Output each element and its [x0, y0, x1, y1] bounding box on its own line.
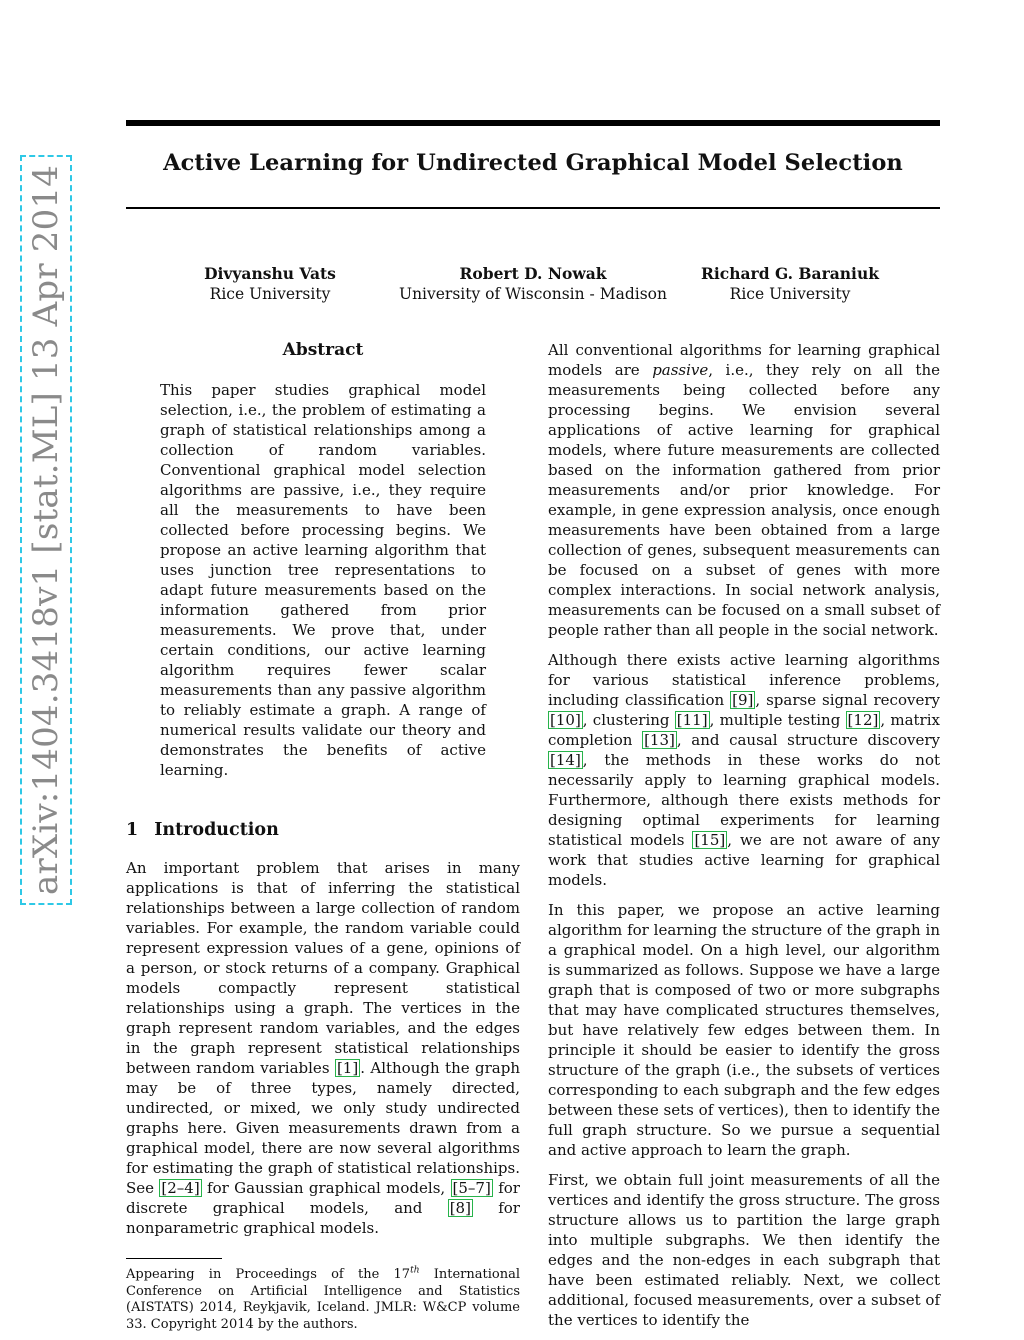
text-run: for Gaussian graphical models, — [207, 1179, 446, 1197]
arxiv-identifier-link[interactable]: arXiv:1404.3418v1 [stat.ML] 13 Apr 2014 — [20, 155, 72, 905]
text-run: International Conference on Artificial Intelligence and Statistics (AISTATS) 2014, Reykjavik, Iceland. JMLR: W&CP volume 33. Copyright 2014 by the authors. — [126, 1267, 520, 1332]
citation-link[interactable]: [14] — [550, 751, 581, 769]
text-run: , clustering — [582, 711, 670, 729]
citation-link[interactable]: [15] — [694, 831, 726, 849]
title-rule-bottom — [126, 207, 940, 209]
body-paragraph: First, we obtain full joint measurements of all the vertices and identify the gross structure. The gross structure allows us to partition the large graph into multiple subgraphs. We then identify the edges and the non-edges in each subgraph that have been estimated reliably. Next, we collect additional, focused measurements, over a subset of the vertices to identify the — [548, 1171, 940, 1329]
citation-link[interactable]: [9] — [732, 691, 754, 709]
section-title: Introduction — [154, 820, 279, 840]
author-affiliation: University of Wisconsin - Madison — [399, 285, 667, 303]
text-run: . Although the graph may be of three types, namely directed, undirected, or mixed, we only study undirected graphs here. Given measurements drawn from a graphical model, there are now several algorithms for estimating the graph of statistical relationships. See — [126, 1059, 520, 1197]
emphasis: passive — [652, 361, 709, 379]
author-affiliation: Rice University — [209, 285, 331, 303]
section-heading — [126, 820, 520, 840]
abstract-text: This paper studies graphical model selection, i.e., the problem of estimating a graph of statistical relationships among a collection of random variables. Conventional graphical model selection algorithms are passive, i.e., they require all the measurements to have been collected before processing begins. We propose an active learning algorithm that uses junction tree representations to adapt future measurements based on the information gathered from prior measurements. We prove that, under certain conditions, our active learning algorithm requires fewer scalar measurements than any passive algorithm to reliably estimate a graph. A range of numerical results validate our theory and demonstrates the benefits of active learning. — [160, 381, 486, 779]
text-run: , and causal structure discovery — [676, 731, 940, 749]
author-block — [170, 264, 370, 304]
body-paragraph: In this paper, we propose an active learning algorithm for learning the structure of the graph in a graphical model. On a high level, our algorithm is summarized as follows. Suppose we have a large graph that is composed of two or more subgraphs that may have complicated structures themselves, but have relatively few edges between them. In principle it should be easier to identify the gross structure of the graph (i.e., the subsets of vertices corresponding to each subgraph and the few edges between these sets of vertices), then to identify the full graph structure. So we pursue a sequential and active approach to learn the graph. — [548, 901, 940, 1159]
author-block — [690, 264, 890, 304]
citation-link[interactable]: [10] — [550, 711, 581, 729]
title-rule-top — [126, 120, 940, 126]
text-run: , the methods in these works do not necessarily apply to learning graphical models. Furthermore, although there exists methods for designing optimal experiments for learning statistical models — [548, 751, 940, 849]
footnote-rule — [126, 1258, 222, 1259]
text-run: Appearing in Proceedings of the 17 — [126, 1267, 411, 1282]
section-number: 1 — [126, 820, 139, 840]
citation-link[interactable]: [13] — [644, 731, 675, 749]
text-run: , i.e., they rely on all the measurements being collected before any processing begins. We envision several applications of active learning for graphical models, where future measurements are collected based on the information gathered from prior measurements and/or prior knowledge. For example, in gene expression analysis, once enough measurements have been obtained from a large collection of genes, subsequent measurements can be focused on a subset of genes with more complex interactions. In social network analysis, measurements can be focused on a small subset of people rather than all people in the social network. — [548, 361, 940, 639]
citation-link[interactable]: [2–4] — [161, 1179, 200, 1197]
citation-link[interactable]: [12] — [847, 711, 879, 729]
body-paragraph — [548, 340, 940, 640]
author-block — [393, 264, 673, 304]
right-column — [548, 340, 940, 1340]
text-run: , matrix completion — [548, 711, 940, 749]
text-run: All conventional algorithms for learning graphical models are — [548, 341, 940, 379]
text-run: , we are not aware of any work that studies active learning for graphical models. — [548, 831, 940, 889]
author-affiliation: Rice University — [729, 285, 851, 303]
text-run: , sparse signal recovery — [755, 691, 940, 709]
text-run: for discrete graphical models, and — [126, 1179, 520, 1217]
citation-link[interactable]: [11] — [676, 711, 708, 729]
text-run: , multiple testing — [709, 711, 841, 729]
citation-link[interactable]: [5–7] — [452, 1179, 491, 1197]
citation-link[interactable]: [1] — [336, 1059, 359, 1077]
author-name: Richard G. Baraniuk — [701, 264, 879, 283]
body-paragraph — [548, 650, 940, 890]
footnote — [126, 1267, 520, 1333]
author-name: Robert D. Nowak — [459, 264, 607, 283]
superscript: th — [410, 1265, 420, 1276]
text-run: An important problem that arises in many applications is that of inferring the statistical relationships between a large collection of random variables. For example, the random variable could represent expression values of a gene, opinions of a person, or stock returns of a company. Graphical models compactly represent statistical relationships using a graph. The vertices in the graph represent random variables, and the edges in the graph represent statistical relationships between random variables — [126, 859, 520, 1077]
text-run: Although there exists active learning algorithms for various statistical inference problems, including classification — [548, 651, 940, 709]
intro-paragraph — [126, 858, 520, 1238]
abstract-heading: Abstract — [282, 340, 364, 360]
author-name: Divyanshu Vats — [204, 264, 336, 283]
left-column — [126, 336, 520, 1333]
paper-title: Active Learning for Undirected Graphical Model Selection — [163, 150, 903, 176]
text-run: for nonparametric graphical models. — [126, 1199, 520, 1237]
citation-link[interactable]: [8] — [449, 1199, 471, 1217]
